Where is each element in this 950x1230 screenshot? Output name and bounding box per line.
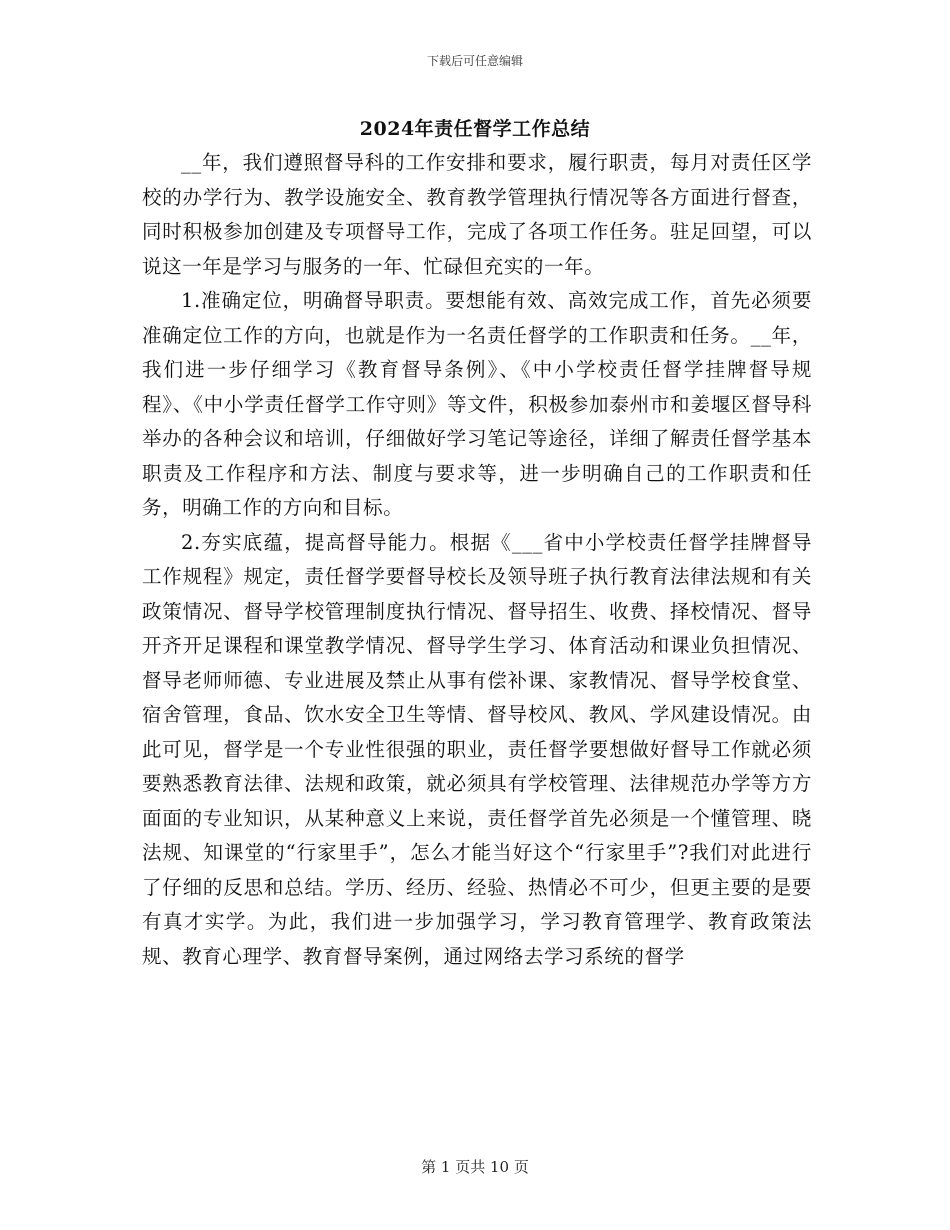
document-title: 2024年责任督学工作总结 [359, 118, 591, 140]
header-note: 下载后可任意编辑 [426, 54, 523, 68]
paragraph-section-1: 1.准确定位，明确督导职责。要想能有效、高效完成工作，首先必须要准确定位工作的方向，也就是作为一名责任督学的工作职责和任务。__年，我们进一步仔细学习《教育督导条例》、《中小学校责任督学挂牌督导规程》、《中小学责任督学工作守则》等文件，积极参加泰州市和姜堰区督导科举办的各种会议和培训，仔细做好学习笔记等途径，详细了解责任督学基本职责及工作程序和方法、制度与要求等，进一步明确自己的工作职责和任务，明确工作的方向和目标。 [142, 289, 812, 519]
document-body [142, 146, 812, 974]
paragraph-section-2: 2.夯实底蕴，提高督导能力。根据《___省中小学校责任督学挂牌督导工作规程》规定，责任督学要督导校长及领导班子执行教育法律法规和有关政策情况、督导学校管理制度执行情况、督导招生、收费、择校情况、督导开齐开足课程和课堂教学情况、督导学生学习、体育活动和课业负担情况、督导老师师德、专业进展及禁止从事有偿补课、家教情况、督导学校食堂、宿舍管理，食品、饮水安全卫生等情、督导校风、教风、学风建设情况。由此可见，督学是一个专业性很强的职业，责任督学要想做好督导工作就必须要熟悉教育法律、法规和政策，就必须具有学校管理、法律规范办学等方方面面的专业知识，从某种意义上来说，责任督学首先必须是一个懂管理、晓法规、知课堂的“行家里手”，怎么才能当好这个“行家里手”?我们对此进行了仔细的反思和总结。学历、经历、经验、热情必不可少，但更主要的是要有真才实学。为此，我们进一步加强学习，学习教育管理学、教育政策法规、教育心理学、教育督导案例，通过网络去学习系统的督学 [142, 530, 812, 968]
page-number: 第 1 页共 10 页 [421, 1158, 529, 1176]
paragraph-intro: __年，我们遵照督导科的工作安排和要求，履行职责，每月对责任区学校的办学行为、教学设施安全、教育教学管理执行情况等各方面进行督查，同时积极参加创建及专项督导工作，完成了各项工作任务。驻足回望，可以说这一年是学习与服务的一年、忙碌但充实的一年。 [142, 151, 812, 278]
